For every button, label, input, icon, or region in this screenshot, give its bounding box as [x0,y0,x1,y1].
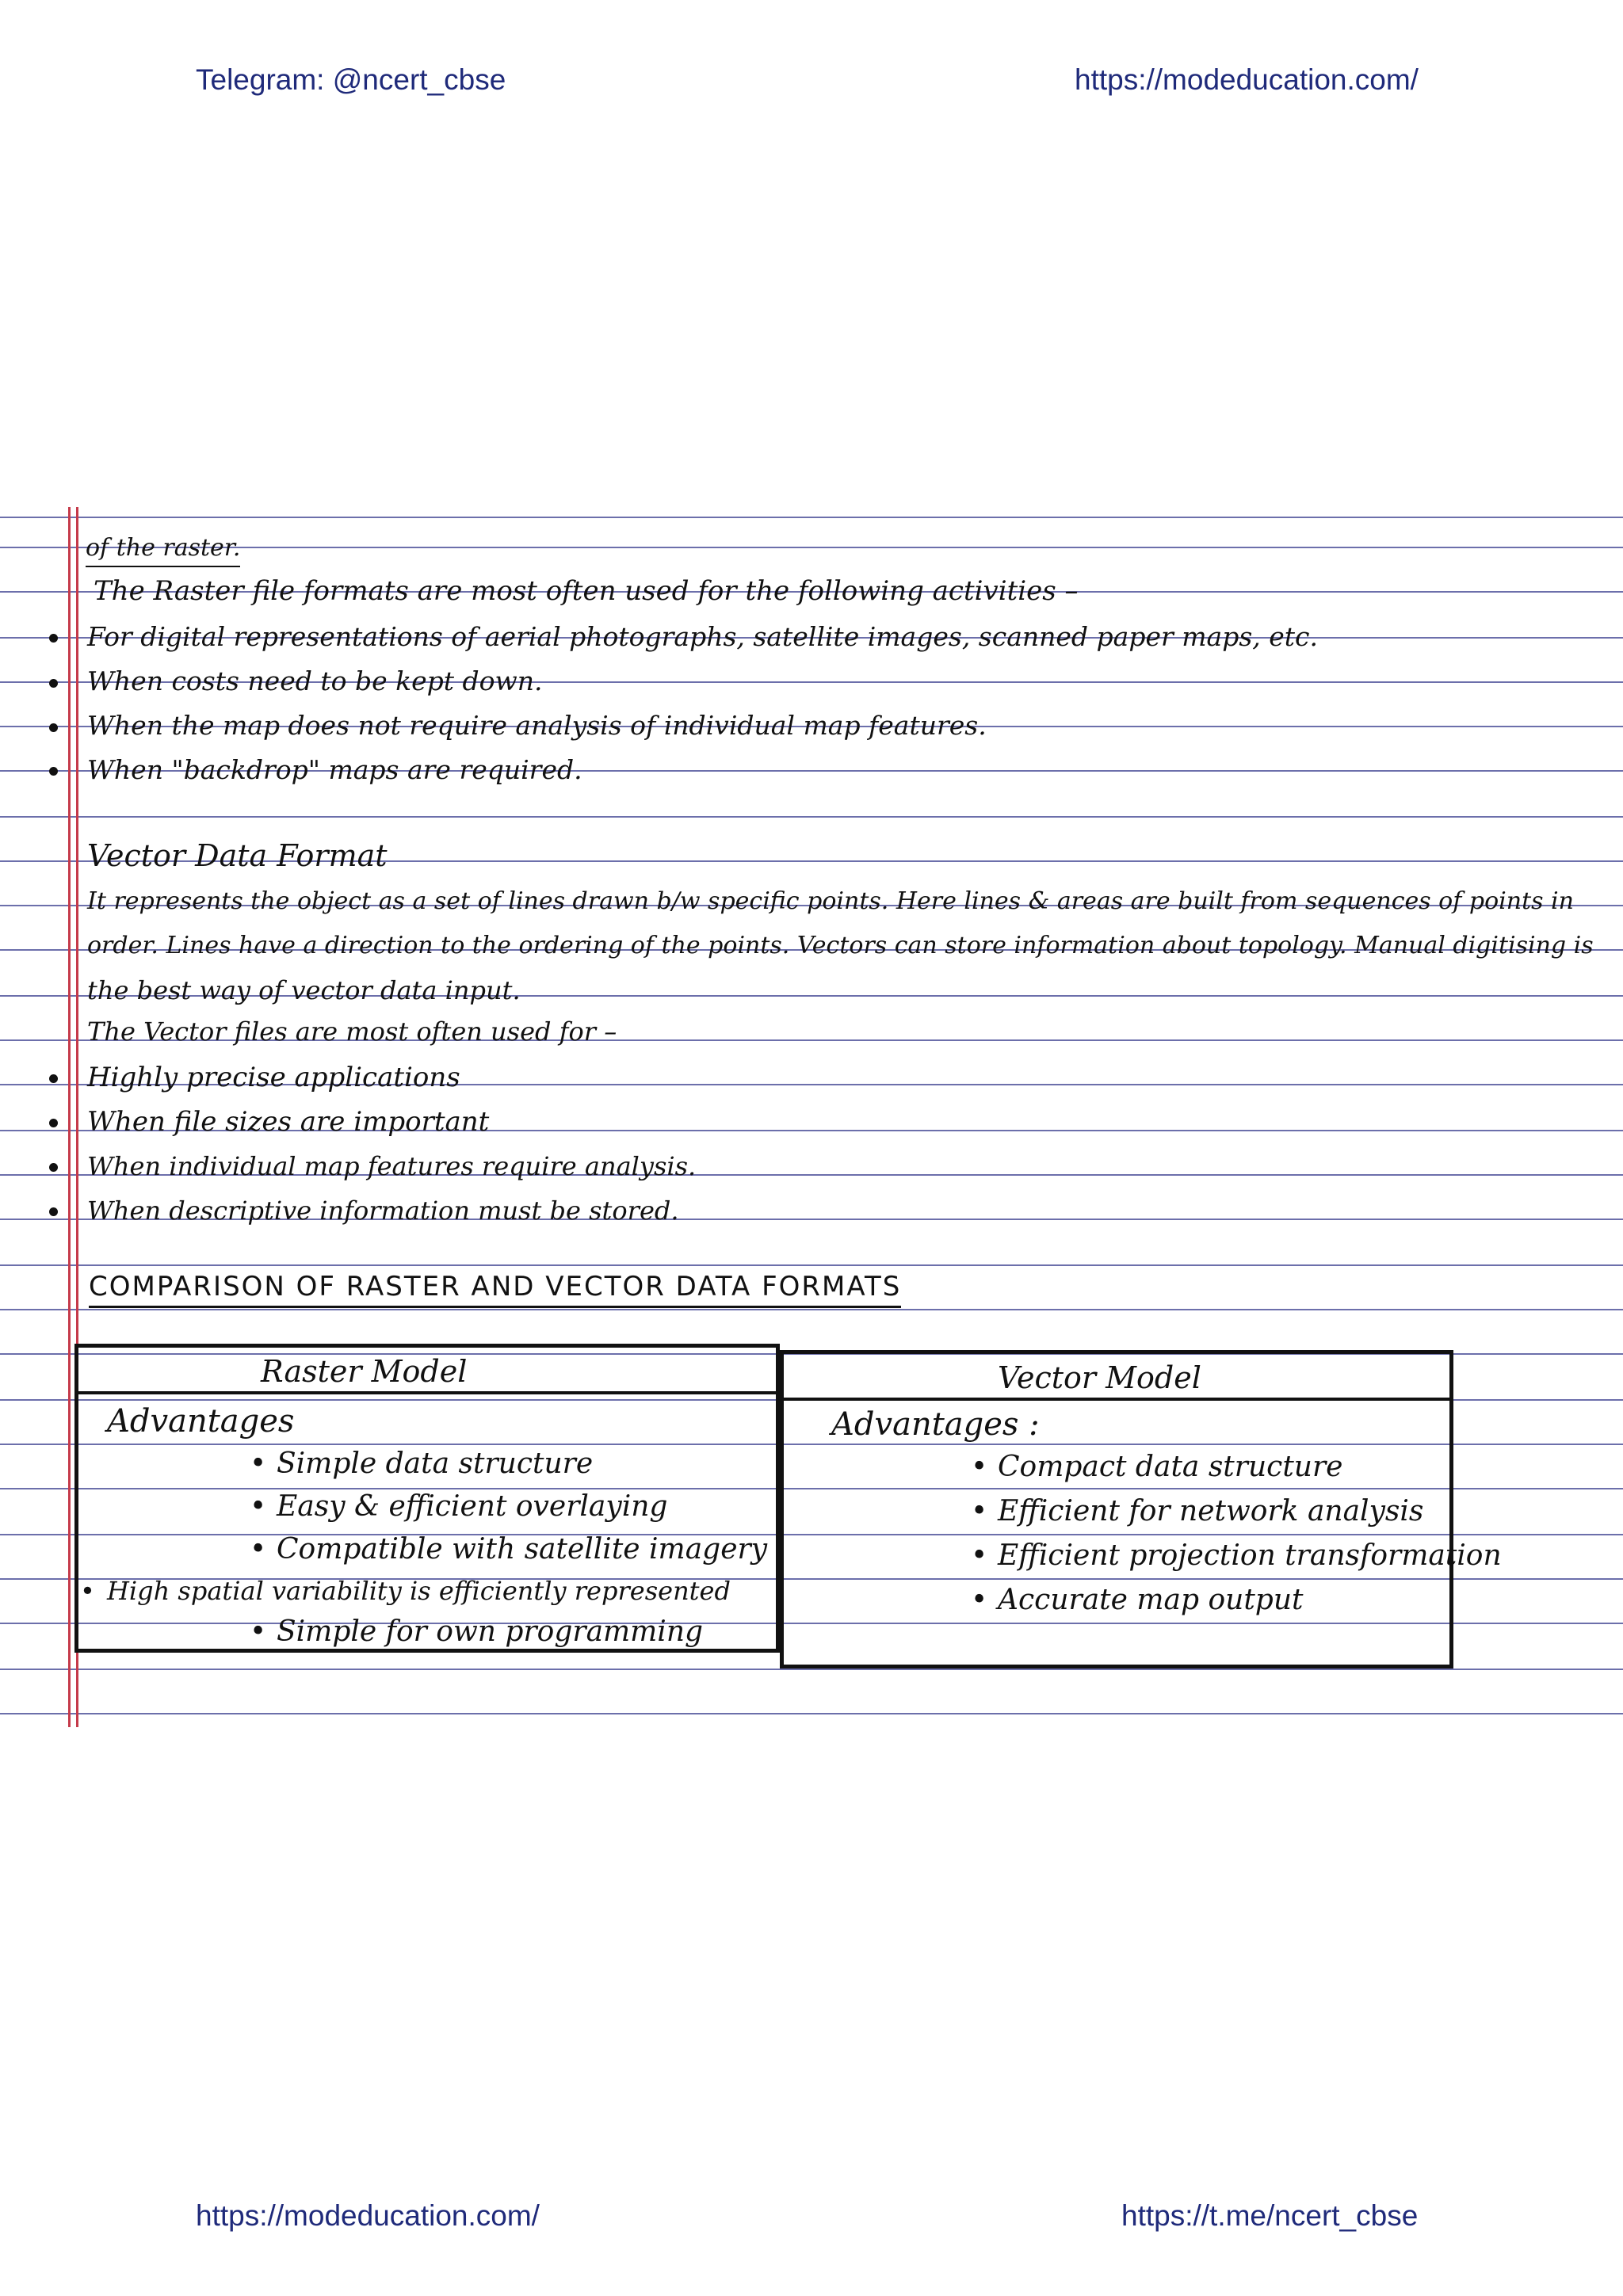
raster-advantage-item: • High spatial variability is efficiently represented [107,1576,731,1606]
raster-use-item: When "backdrop" maps are required. [87,754,582,785]
vector-advantage-item: • Compact data structure [998,1451,1342,1483]
raster-advantage-item: • Easy & efficient overlaying [277,1490,667,1523]
raster-advantages-label: Advantages [107,1403,295,1440]
vector-paragraph-line: the best way of vector data input. [87,975,521,1005]
vector-heading: Vector Data Format [87,838,388,873]
footer-telegram-link[interactable]: https://t.me/ncert_cbse [1121,2199,1419,2232]
bullet-dot [49,723,58,732]
bullet-dot [49,1074,58,1083]
raster-advantage-item: • Simple for own programming [277,1615,703,1648]
bullet-dot [49,679,58,688]
vector-paragraph-line: It represents the object as a set of lines drawn b/w specific points. Here lines & areas are built from sequences of points in [87,887,1574,915]
website-link[interactable]: https://modeducation.com/ [1075,63,1419,96]
vector-use-item: When individual map features require analysis. [87,1151,697,1181]
continuation-line: of the raster. [86,532,240,567]
vector-advantage-item: • Accurate map output [998,1584,1304,1616]
raster-table [74,1344,780,1653]
raster-advantage-item: • Compatible with satellite imagery [277,1533,767,1566]
bullet-dot [49,634,58,643]
vector-paragraph-line: order. Lines have a direction to the ordering of the points. Vectors can store information about topology. Manual digitising is [87,932,1594,959]
raster-use-item: When costs need to be kept down. [87,666,543,696]
raster-use-item: When the map does not require analysis of individual map features. [87,710,987,741]
vector-intro: The Vector files are most often used for – [87,1016,617,1047]
bullet-dot [49,1163,58,1172]
vector-table [780,1350,1502,1669]
footer-website-link[interactable]: https://modeducation.com/ [196,2199,540,2232]
vector-advantage-item: • Efficient for network analysis [998,1495,1423,1527]
bullet-dot [49,767,58,776]
vector-model-header: Vector Model [998,1360,1201,1395]
raster-intro: The Raster file formats are most often used for the following activities – [94,575,1079,607]
comparison-title: COMPARISON OF RASTER AND VECTOR DATA FORMATS [89,1271,901,1308]
raster-model-header: Raster Model [261,1354,468,1389]
vector-advantage-item: • Efficient projection transformation [998,1539,1502,1572]
raster-advantage-item: • Simple data structure [277,1447,593,1480]
vector-use-item: When descriptive information must be stored. [87,1196,679,1226]
bullet-dot [49,1207,58,1216]
vector-use-item: When file sizes are important [87,1106,490,1138]
vector-use-item: Highly precise applications [87,1062,460,1093]
vector-advantages-label: Advantages : [831,1406,1040,1443]
telegram-link[interactable]: Telegram: @ncert_cbse [196,63,506,96]
raster-use-item: For digital representations of aerial photographs, satellite images, scanned paper maps, etc. [87,621,1319,652]
bullet-dot [49,1119,58,1127]
